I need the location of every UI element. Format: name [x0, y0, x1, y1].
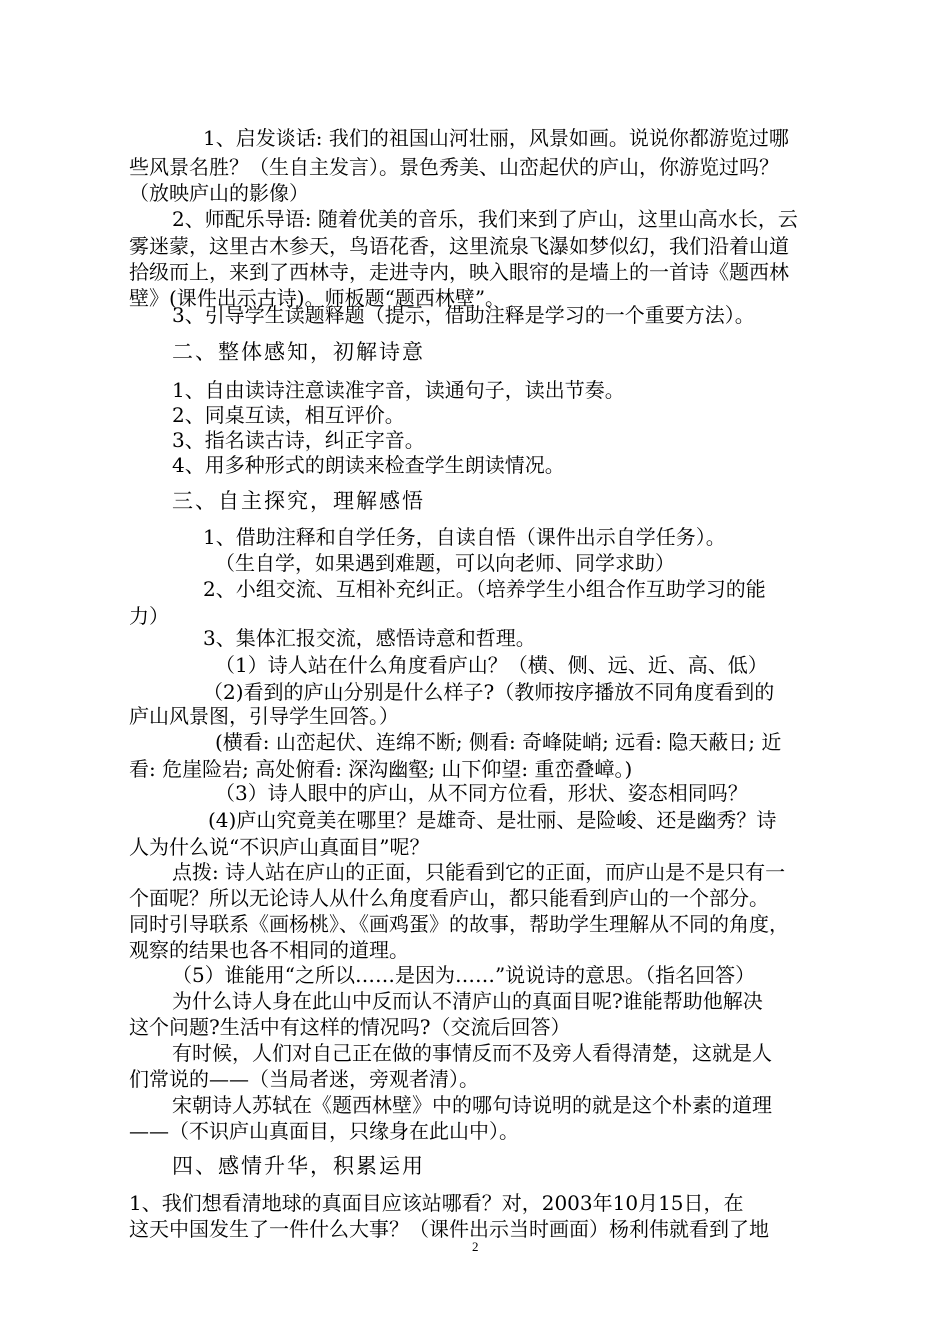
- text-line: 2、师配乐导语: 随着优美的音乐，我们来到了庐山，这里山高水长，云: [172, 207, 798, 231]
- text-line: 同时引导联系《画杨桃》、《画鸡蛋》的故事，帮助学生理解从不同的角度，: [129, 912, 789, 936]
- text-line: 这个问题?生活中有这样的情况吗?（交流后回答）: [129, 1015, 571, 1039]
- text-line: 看: 危崖险岩; 高处俯看: 深沟幽壑; 山下仰望: 重峦叠嶂。): [129, 757, 633, 781]
- text-line: 3、集体汇报交流，感悟诗意和哲理。: [203, 626, 536, 650]
- text-line: 有时候，人们对自己正在做的事情反而不及旁人看得清楚，这就是人: [172, 1041, 772, 1065]
- text-line: (横看: 山峦起伏、连绵不断; 侧看: 奇峰陡峭; 远看: 隐天蔽日; 近: [215, 730, 782, 754]
- text-line: 观察的结果也各不相同的道理。: [129, 938, 409, 962]
- text-line: ——（不识庐山真面目，只缘身在此山中）。: [129, 1119, 519, 1143]
- text-line: 1、启发谈话: 我们的祖国山河壮丽，风景如画。说说你都游览过哪: [203, 126, 789, 150]
- text-line: 2、同桌互读，相互评价。: [172, 403, 405, 427]
- text-line: 雾迷蒙，这里古木参天，鸟语花香，这里流泉飞瀑如梦似幻，我们沿着山道: [129, 234, 789, 258]
- text-line: 力）: [129, 604, 169, 628]
- text-line: （放映庐山的影像）: [129, 181, 309, 205]
- text-line: （2)看到的庐山分别是什么样子?（教师按序播放不同角度看到的: [203, 680, 775, 704]
- text-line: 这天中国发生了一件什么大事？（课件出示当时画面）杨利伟就看到了地: [129, 1217, 769, 1241]
- text-line: 些风景名胜？（生自主发言）。景色秀美、山峦起伏的庐山，你游览过吗？: [129, 155, 779, 179]
- text-line: 1、自由读诗注意读准字音，读通句子，读出节奏。: [172, 378, 625, 402]
- text-line: 4、用多种形式的朗读来检查学生朗读情况。: [172, 453, 565, 477]
- text-line: 个面呢？所以无论诗人从什么角度看庐山，都只能看到庐山的一个部分。: [129, 886, 769, 910]
- text-line: 3、引导学生读题释题（提示，借助注释是学习的一个重要方法）。: [172, 303, 755, 327]
- section-heading: 二、整体感知，初解诗意: [172, 340, 425, 364]
- text-line: 1、借助注释和自学任务，自读自悟（课件出示自学任务）。: [203, 525, 726, 549]
- text-line: 为什么诗人身在此山中反而认不清庐山的真面目呢?谁能帮助他解决: [172, 989, 763, 1013]
- section-heading: 四、感情升华，积累运用: [172, 1154, 425, 1178]
- text-line: （3）诗人眼中的庐山，从不同方位看，形状、姿态相同吗？: [215, 781, 748, 805]
- text-line: 拾级而上，来到了西林寺，走进寺内，映入眼帘的是墙上的一首诗《题西林: [129, 260, 789, 284]
- text-line: 壁》(课件出示古诗)。师板题“题西林壁”。: [129, 286, 506, 310]
- text-line: 庐山风景图，引导学生回答。）: [129, 704, 399, 728]
- text-line: 人为什么说“不识庐山真面目”呢？: [129, 835, 430, 859]
- text-line: （5）谁能用“之所以……是因为……”说说诗的意思。（指名回答）: [172, 963, 756, 987]
- text-line: 宋朝诗人苏轼在《题西林壁》中的哪句诗说明的就是这个朴素的道理: [172, 1093, 772, 1117]
- text-line: 3、指名读古诗，纠正字音。: [172, 428, 425, 452]
- text-line: （1）诗人站在什么角度看庐山？（横、侧、远、近、高、低）: [215, 653, 768, 677]
- text-line: 点拨: 诗人站在庐山的正面，只能看到它的正面，而庐山是不是只有一: [172, 860, 786, 884]
- text-line: (4)庐山究竟美在哪里？是雄奇、是壮丽、是险峻、还是幽秀？诗: [208, 808, 777, 832]
- text-line: 2、小组交流、互相补充纠正。（培养学生小组合作互助学习的能: [203, 577, 766, 601]
- text-line: 们常说的——（当局者迷，旁观者清）。: [129, 1067, 479, 1091]
- page-number: 2: [472, 1239, 479, 1254]
- text-line: 1、我们想看清地球的真面目应该站哪看？对，2003年10月15日，在: [129, 1191, 744, 1215]
- section-heading: 三、自主探究，理解感悟: [172, 489, 425, 513]
- text-line: （生自学，如果遇到难题，可以向老师、同学求助）: [215, 551, 675, 575]
